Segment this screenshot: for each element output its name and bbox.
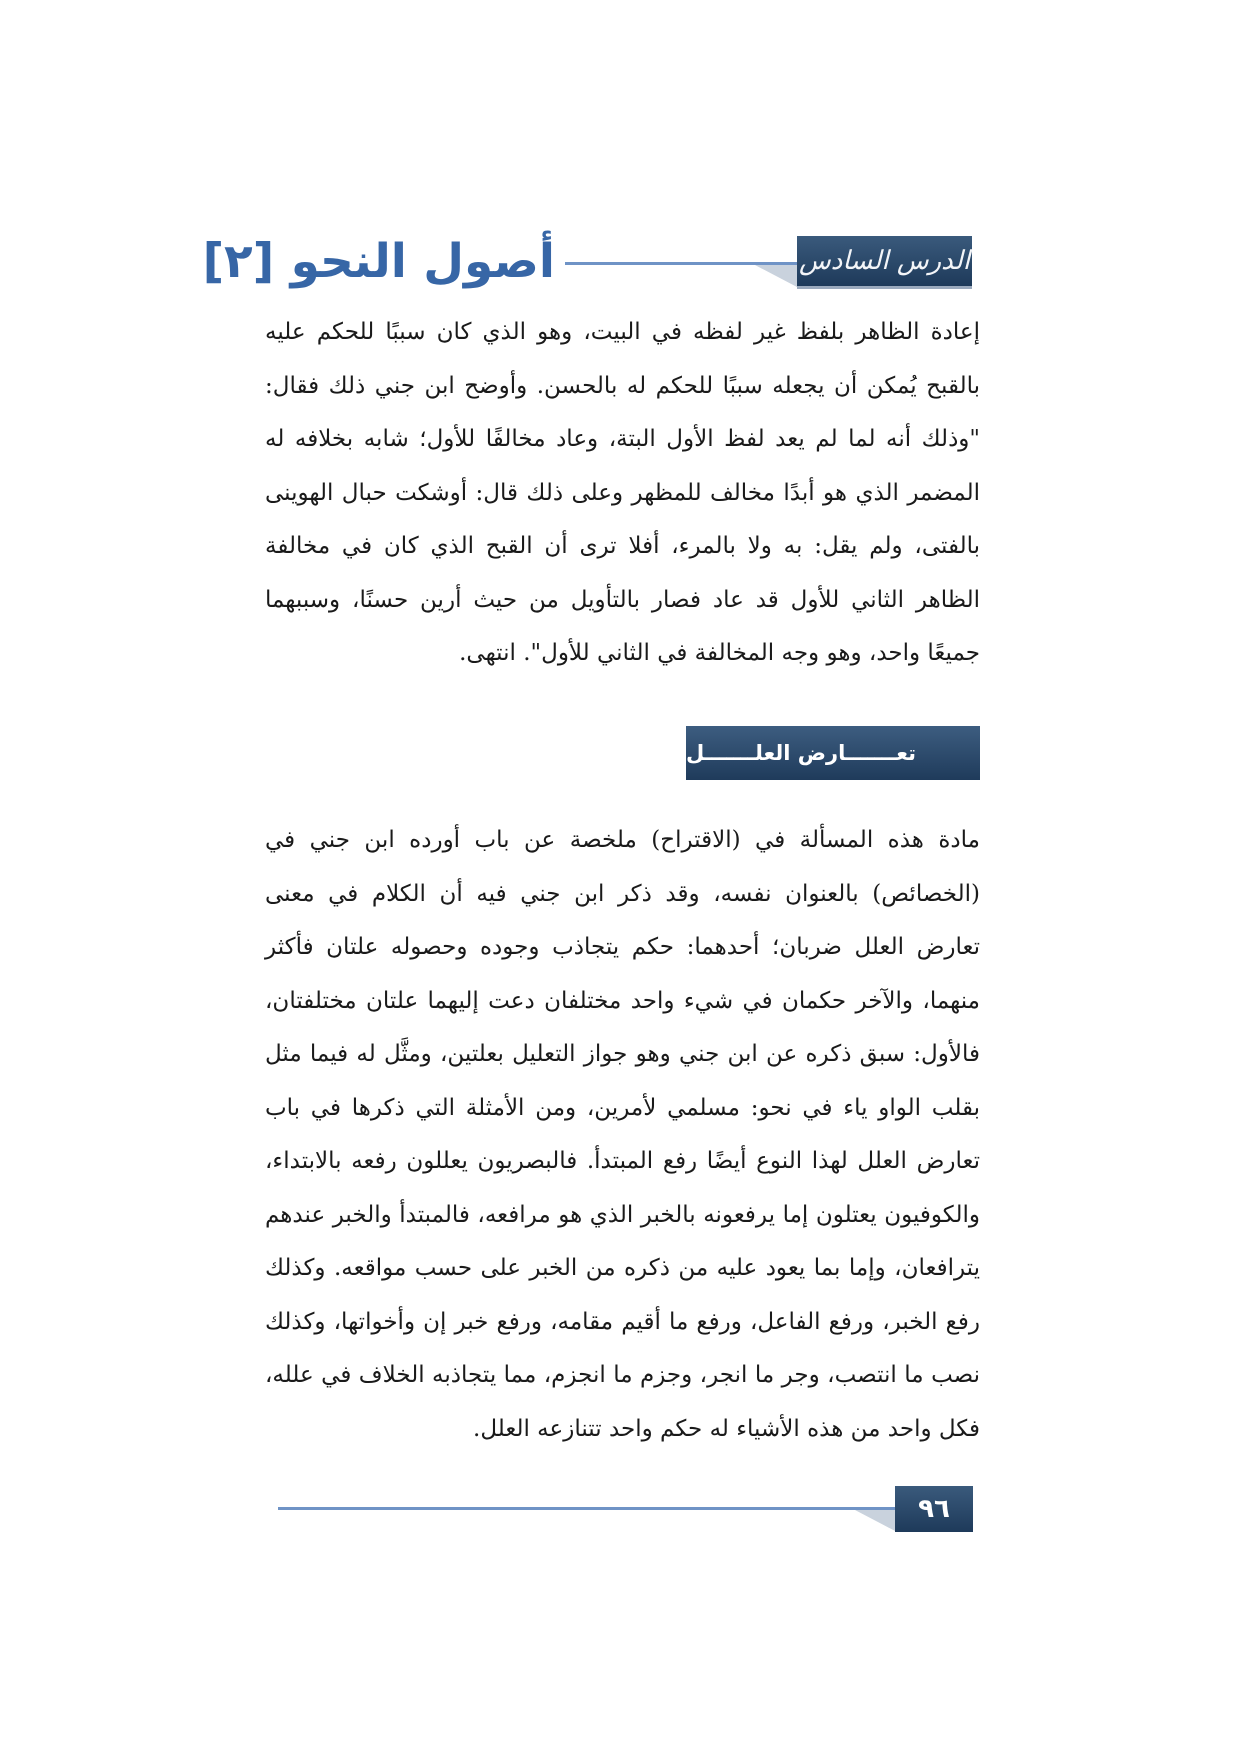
section-heading-badge: [686, 726, 980, 780]
lesson-label: الدرس السادس: [799, 246, 970, 276]
page-title: أصول النحو [٢]: [202, 233, 555, 289]
section-heading: تعـــــــارض العلـــــــل: [686, 741, 917, 765]
paragraph-2: مادة هذه المسألة في (الاقتراح) ملخصة عن باب أورده ابن جني في (الخصائص) بالعنوان نفسه، وقد ذكر ابن جني فيه أن الكلام في معنى تعارض العلل ضربان؛ أحدهما: حكم يتجاذب وجوده وحصوله علتان فأكثر منهما، والآخر حكمان في شيء واحد مختلفان دعت إليهما علتان مختلفتان، فالأول: سبق ذكره عن ابن جني وهو جواز التعليل بعلتين، ومثَّل له فيما مثل بقلب الواو ياء في نحو: مسلمي لأمرين، ومن الأمثلة التي ذكرها في باب تعارض العلل لهذا النوع أيضًا رفع المبتدأ. فالبصريون يعللون رفعه بالابتداء، والكوفيون يعتلون إما يرفعونه بالخبر الذي هو مرافعه، فالمبتدأ والخبر عندهم يترافعان، وإما بما يعود عليه من ذكره من الخبر على حسب مواقعه. وكذلك رفع الخبر، ورفع الفاعل، ورفع ما أقيم مقامه، ورفع خبر إن وأخواتها، وكذلك نصب ما انتصب، وجر ما انجر، وجزم ما انجزم، مما يتجاذبه الخلاف في علله، فكل واحد من هذه الأشياء له حكم واحد تتنازعه العلل.: [265, 827, 980, 1442]
paragraph-1: إعادة الظاهر بلفظ غير لفظه في البيت، وهو الذي كان سببًا للحكم عليه بالقبح يُمكن أن يجعله سببًا للحكم له بالحسن. وأوضح ابن جني ذلك فقال: "وذلك أنه لما لم يعد لفظ الأول البتة، وعاد مخالفًا للأول؛ شابه بخلافه له المضمر الذي هو أبدًا مخالف للمظهر وعلى ذلك قال: أوشكت حبال الهوينى بالفتى، ولم يقل: به ولا بالمرء، أفلا ترى أن القبح الذي كان في مخالفة الظاهر الثاني للأول قد عاد فصار بالتأويل من حيث أرين حسنًا، وسببهما جميعًا واحد، وهو وجه المخالفة في الثاني للأول". انتهى.: [265, 319, 980, 666]
lesson-label-badge: [797, 236, 972, 289]
page-number-badge: [895, 1486, 973, 1532]
page-number: ٩٦: [918, 1494, 950, 1524]
footer-rule: [278, 1507, 898, 1510]
footer-wedge-decoration: [855, 1510, 897, 1532]
header-wedge-decoration: [755, 265, 797, 287]
header-rule: [565, 262, 797, 265]
